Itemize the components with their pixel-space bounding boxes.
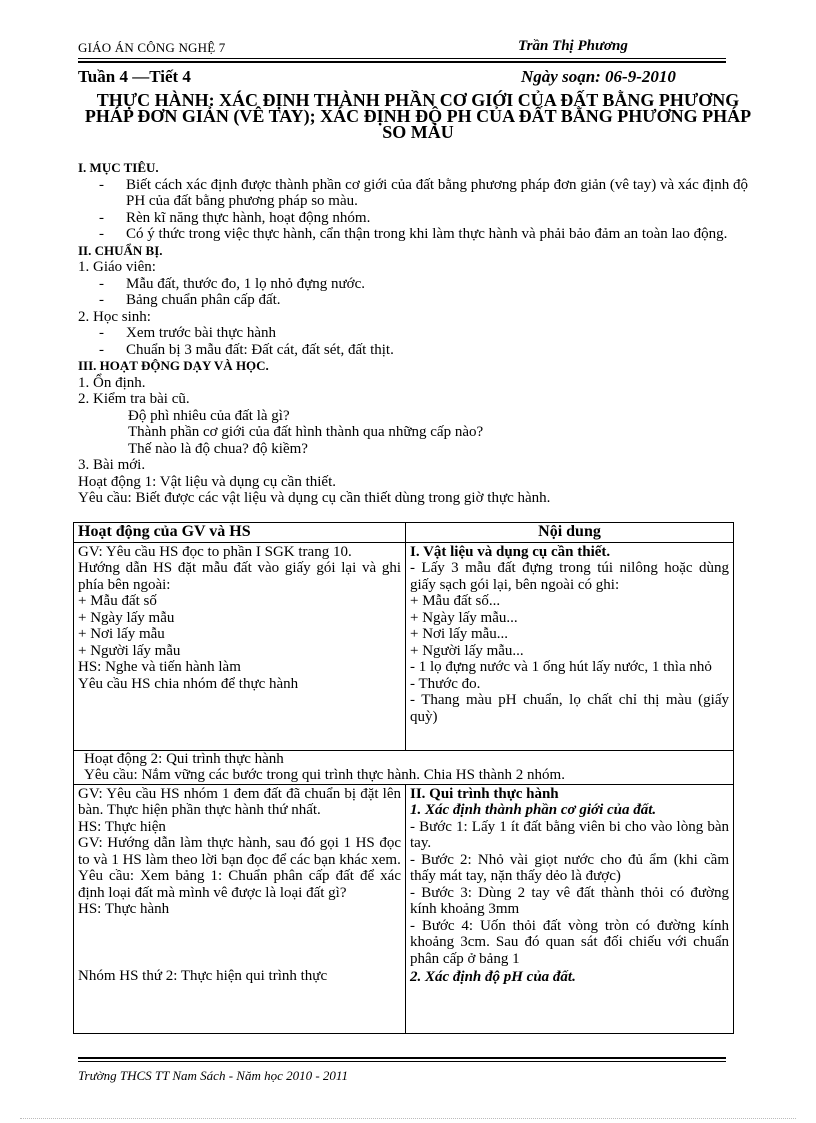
- student-prep-item: - Chuẩn bị 3 mẫu đất: Đất cát, đất sét, đất thịt.: [99, 341, 394, 358]
- activity-1-requirement: Yêu cầu: Biết được các vật liệu và dụng cụ cần thiết dùng trong giờ thực hành.: [78, 490, 551, 506]
- objective-item: - Biết cách xác định được thành phần cơ giới của đất bằng phương pháp đơn giản (vê tay) và xác định độ PH của đất bằng phương pháp so màu.: [99, 176, 748, 209]
- review-question: Độ phì nhiêu của đất là gì?: [128, 407, 290, 424]
- step-review: 2. Kiểm tra bài cũ.: [78, 391, 190, 407]
- col-header-content: Nội dung: [406, 523, 734, 543]
- content-cell: II. Qui trình thực hành 1. Xác định thành phần cơ giới của đất. - Bước 1: Lấy 1 ít đất bằng viên bi cho vào lòng bàn tay. - Bước 2: Nhỏ vài giọt nước cho đủ ẩm (khi cầm thấy mát tay, nặn thấy dẻo là được) - Bước 3: Dùng 2 tay vê đất thành thỏi có đường kính khoảng 3mm - Bước 4: Uốn thỏi đất vòng tròn có đường kính khoảng 3cm. Sau đó quan sát đối chiếu với chuẩn phân cấp ở bảng 1 2. Xác định độ pH của đất.: [406, 784, 734, 1033]
- teacher-prep-item: - Bảng chuẩn phân cấp đất.: [99, 292, 281, 308]
- week-lesson: Tuần 4 —Tiết 4: [78, 67, 191, 86]
- activity-2-requirement: Yêu cầu: Nắm vững các bước trong qui trình thực hành. Chia HS thành 2 nhóm.: [84, 767, 565, 783]
- activities-heading: III. HOẠT ĐỘNG DẠY VÀ HỌC.: [78, 358, 269, 373]
- content-cell: I. Vật liệu và dụng cụ cần thiết. - Lấy 3 mẫu đất đựng trong túi nilông hoặc dùng giấy sạch gói lại, bên ngoài có ghi: + Mẫu đất số... + Ngày lấy mẫu... + Nơi lấy mẫu... + Người lấy mẫu... - 1 lọ đựng nước và 1 ống hút lấy nước, 1 thìa nhỏ - Thước đo. - Thang màu pH chuẩn, lọ chất chỉ thị màu (giấy quỳ): [406, 542, 734, 750]
- student-prep-label: 2. Học sinh:: [78, 308, 151, 325]
- footer-rule-thin: [78, 1061, 726, 1062]
- activity-cell: GV: Yêu cầu HS nhóm 1 đem đất đã chuẩn bị đặt lên bàn. Thực hiện phần thực hành thứ nhất. HS: Thực hiện GV: Hướng dẫn làm thực hành, sau đó gọi 1 HS đọc to và 1 HS làm theo lời bạn đọc để các bạn khác xem. Yêu cầu: Xem bảng 1: Chuẩn phân cấp đất để xác định loại đất mà mình vê được là loại đất gì? HS: Thực hành Nhóm HS thứ 2: Thực hiện qui trình thực: [74, 784, 406, 1033]
- activity-2-row: [74, 750, 734, 784]
- footer-rule-thick: [78, 1057, 726, 1059]
- subject-header: GIÁO ÁN CÔNG NGHỆ 7: [78, 40, 226, 55]
- page-edge-divider: [20, 1118, 796, 1119]
- objective-item: - Rèn kĩ năng thực hành, hoạt động nhóm.: [99, 209, 371, 226]
- activity-1-title: Hoạt động 1: Vật liệu và dụng cụ cần thiết.: [78, 473, 336, 490]
- lesson-body: [78, 160, 748, 507]
- step-stabilize: 1. Ổn định.: [78, 374, 146, 391]
- teacher-name: Trần Thị Phương: [518, 38, 628, 54]
- header-rule-thick: [78, 61, 726, 63]
- table-row: [74, 542, 734, 750]
- lesson-title: THỰC HÀNH: XÁC ĐỊNH THÀNH PHẦN CƠ GIỚI CỦA ĐẤT BẰNG PHƯƠNG PHÁP ĐƠN GIẢN (VÊ TAY); XÁC ĐỊNH ĐỘ PH CỦA ĐẤT BẰNG PHƯƠNG PHÁP SO MÀU: [84, 90, 752, 142]
- student-prep-item: - Xem trước bài thực hành: [99, 325, 276, 341]
- activity-2-title: Hoạt động 2: Qui trình thực hành: [84, 750, 284, 767]
- objective-item: - Có ý thức trong việc thực hành, cẩn thận trong khi làm thực hành và phải bảo đảm an toàn lao động.: [99, 226, 728, 242]
- review-question: Thành phần cơ giới của đất hình thành qua những cấp nào?: [128, 424, 484, 440]
- preparation-heading: II. CHUẨN BỊ.: [78, 242, 163, 258]
- prepared-date: Ngày soạn: 06-9-2010: [521, 67, 676, 86]
- teacher-prep-label: 1. Giáo viên:: [78, 259, 156, 275]
- table-row: [74, 784, 734, 1033]
- review-question: Thế nào là độ chua? độ kiềm?: [128, 440, 308, 457]
- school-footer: Trường THCS TT Nam Sách - Năm học 2010 - 2011: [78, 1068, 348, 1083]
- step-new-lesson: 3. Bài mới.: [78, 457, 146, 473]
- col-header-activities: Hoạt động của GV và HS: [74, 523, 406, 543]
- objectives-heading: I. MỤC TIÊU.: [78, 160, 159, 175]
- activity-table: [73, 522, 734, 1034]
- teacher-prep-item: - Mẫu đất, thước đo, 1 lọ nhỏ đựng nước.: [99, 275, 365, 292]
- activity-cell: GV: Yêu cầu HS đọc to phần I SGK trang 10. Hướng dẫn HS đặt mẫu đất vào giấy gói lại và ghi phía bên ngoài: + Mẫu đất số + Ngày lấy mẫu + Nơi lấy mẫu + Người lấy mẫu HS: Nghe và tiến hành làm Yêu cầu HS chia nhóm để thực hành: [74, 542, 406, 750]
- header-rule-thin: [78, 58, 726, 59]
